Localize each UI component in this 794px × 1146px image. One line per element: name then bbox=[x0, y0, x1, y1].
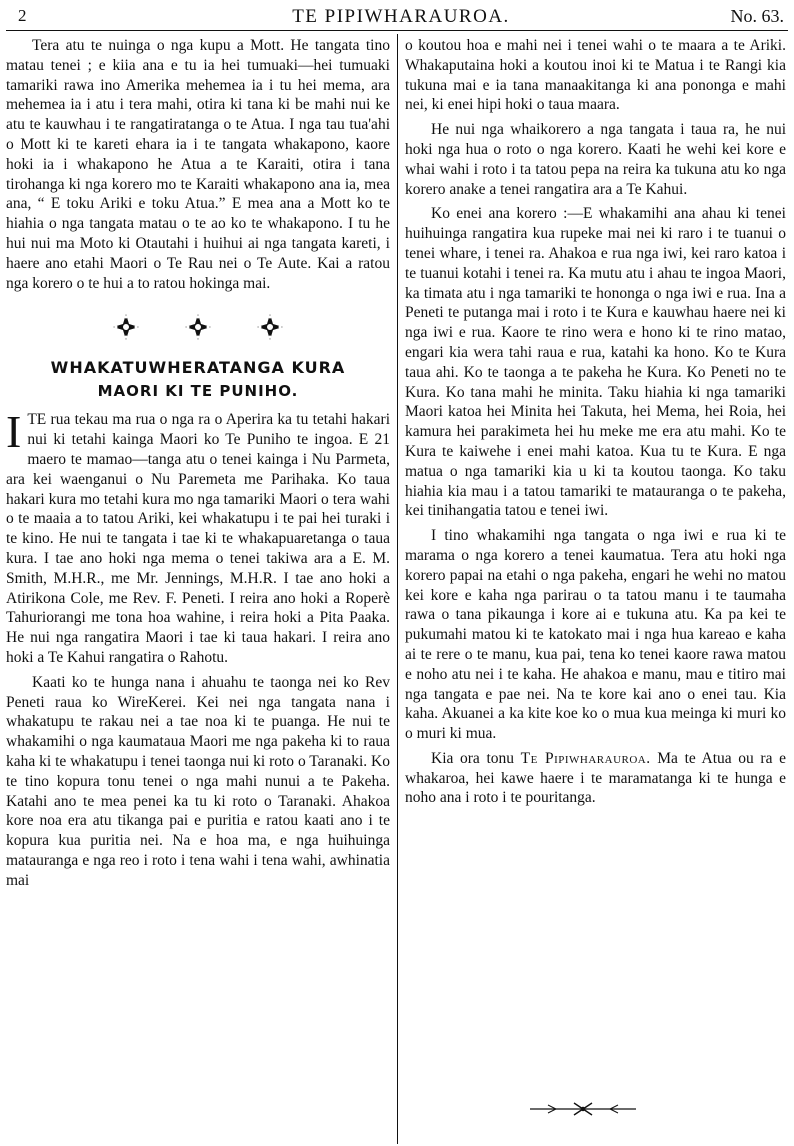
article-heading bbox=[6, 356, 390, 402]
right-column bbox=[405, 36, 786, 813]
te-kahui-speech-paragraph: Ko enei ana korero :—E whakamihi ana ahau ki tenei huihuinga rangatira kua rupeke mai nei ki raro i te tuanui o tenei whare, i tenei ra. Ahakoa e rua nga iwi, kei raro katoa i te tuanui kotahi i tenei ra. Ka mutu atu i ahau te ingoa Maori, ka timata atu i nga tamariki te hononga o nga iwi e rua. Ina a Peneti te putanga mai i roto i te Kura e kauwhau haere nei ki nga iwi e rua. Kaore te rino wera e hono ki te rino matao, engari kia wera tahi raua e rua, katahi ka hono. Ko te Kura taua ahi. Ko te taonga a te pakeha he Kura. Ko Peneti no te Kura. Ko tana mahi he minita. Taku hiahia ki nga tamariki Maori katoa hei Minita hei Takuta, hei Mema, hei Roia, hei kamura hei parakimeta hei hu meke me era atu mahi. Ko te Kura te kaiwehe i enei mahi katoa. Kua tu te Kura. E nga matua o nga tamariki kia u ki ta koutou taonga. Ko taku hiahia kia mau i a tatou tamariki te matauranga o te pakeha, kei tinihangatia tatou e tenei iwi. bbox=[405, 205, 786, 520]
column-divider bbox=[397, 34, 398, 1144]
ornament-icon bbox=[256, 313, 284, 341]
closing-end: Ma te Atua ou ra e whakaroa, hei kawe haere i te maramatanga ki te hunga e noho ana i roto i te pouritanga. bbox=[405, 749, 786, 807]
tailpiece-ornament-icon bbox=[528, 1100, 638, 1118]
header-rule bbox=[6, 30, 788, 31]
mott-paragraph: Tera atu te nuinga o nga kupu a Mott. He tangata tino matau tenei ; e kiia ana e tu ia hei tumuaki—hei tumuaki tamariki rawa ino Amerika mehemea ia i tu hei mema, ara mehemea ia i atu i tera mahi, otira ki tana ki be mahi nui ke atu te kauwhau i te rangatiratanga o te Atua. I nga tau tua'ahi o Mott ki te kareti ehara ia i te tangata whakapono, kaore hoki ia i whakapono he Atua a te Karaiti, otira i tana tirohanga ki nga korero mo te Karaiti whakapono ana ia, mea ana, “ E toku Ariki e toku Atua.” E mea ana a Mott ko te hiahia o nga tangata matau o te ao ko te whakapono. I tu he hui nui ma Moto ki Otautahi i huihui ai nga tangata kareti, i haere ano etahi Maori o Te Rau nei o Te Aute. Kai a ratou nga korero o te hui a to ratou hokinga mai. bbox=[6, 37, 390, 292]
ornament-icon bbox=[184, 313, 212, 341]
founders-paragraph: Kaati ko te hunga nana i ahuahu te taonga nei ko Rev Peneti raua ko WireKerei. Kei nei nga tangata nana i whakatupu te rakau nei a tae noa ki te puanga. He nui te whakamihi o nga kaumataua Maori me nga pakeha ki to raua kaha ki te whakatupu i tenei taonga nui ki roto o Taranaki. Ko te tino kopura tonu tenei o nga mahi nunui a te Pakeha. Katahi ano te mea penei ka tu ki roto o Taranaki. Ahakoa kore noa era atu tikanga pai e puritia e ratou kaati ano i te kopura kua puritia nei. Na e hoa ma, e nga huihuinga matauranga e nga reo i roto i tena wahi i tena wahi, awhinatia mai bbox=[6, 673, 390, 889]
page-number: 2 bbox=[18, 6, 27, 25]
response-paragraph: I tino whakamihi nga tangata o nga iwi e rua ki te marama o nga korero a tenei kaumatua. Tera atu hoki nga korero papai na etahi o nga pakeha, engari he wehi no matou kei kore e kaha nga parirau o ta tatou manu i te taumaha rawa o tana pikaunga i kore ai e tukuna atu. Ka pa kei te pukumahi matou ki te katokato mai i nga hua kareao e kaha ai te rere o te manu, kua pai, tena ko tenei kaore rawa matou e noho atu nei i te kaha. He ahakoa e manu, mau e titiro mai nga tangata e pae nei. Na te kore kai ano o enei tau. Kia kaha. Akuanei a ka kite koe ko o mua kua meinga ki muri ko o muri ki mua. bbox=[405, 527, 786, 743]
closing-start: Kia ora tonu bbox=[431, 749, 514, 767]
heading-line-2: MAORI KI TE PUNIHO. bbox=[97, 382, 299, 401]
speeches-paragraph: He nui nga whaikorero a nga tangata i taua ra, he nui hoki nga hua o roto o nga korero. Kaati he wehi kei kore e whai wahi i roto i ta tatou pepa na reira ka tukuna atu ko nga korero anake a tenei rangatira ara a Te Kahui. bbox=[405, 121, 786, 198]
ornament-row bbox=[6, 298, 390, 356]
drop-cap: I bbox=[6, 406, 22, 458]
publication-title: TE PIPIWHARAUROA. bbox=[292, 6, 510, 27]
school-opening-text: TE rua tekau ma rua o nga ra o Aperira ka tu tetahi hakari nui ki tetahi kainga Maori ko Te Puniho te ingoa. E 21 maero te mamao—tanga atu o tenei kainga i Nu Parmeta, ara kei waenganui o Nu Paremeta me Parihaka. Ko taua hakari kura mo tetahi kura mo nga tamariki Maori o tera wahi o te maaia a to tatou Ariki, kei whakatupu i te pai hei turaki i te kino. He nui te tangata i tae ki te whakapuaretanga o taua kura. I tae ano hoki nga mema o tenei takiwa ara a E. M. Smith, M.H.R., me Mr. Jennings, M.H.R. I tae ano hoki a Atirikona Cole, me Rev. F. Peneti. I reira ano hoki a Roperè Tahuriorangi me tona hoa wahine, i reira hoki a Pita Paaka. He nui nga rangatira Maori i tae ki taua hakari. I reira ano hoki a Te Kahui rangatira o Rahotu. bbox=[6, 411, 390, 666]
page-header bbox=[18, 4, 784, 30]
ornament-icon bbox=[112, 313, 140, 341]
school-opening-paragraph bbox=[6, 406, 390, 667]
left-column bbox=[6, 36, 390, 895]
heading-line-1: WHAKATUWHERATANGA KURA bbox=[50, 358, 346, 378]
issue-number: No. 63. bbox=[730, 6, 784, 26]
closing-paragraph bbox=[405, 749, 786, 808]
continuation-paragraph: o koutou hoa e mahi nei i tenei wahi o te maara a te Ariki. Whakaputaina hoki a koutou inoi ki te Matua i te Rangi kia tukuna mai e ia tana manaakitanga ki ana pononga e mahi nei, ki enei hipi hoki o taua maara. bbox=[405, 37, 786, 114]
publication-name: Te Pipiwharauroa. bbox=[520, 749, 651, 767]
